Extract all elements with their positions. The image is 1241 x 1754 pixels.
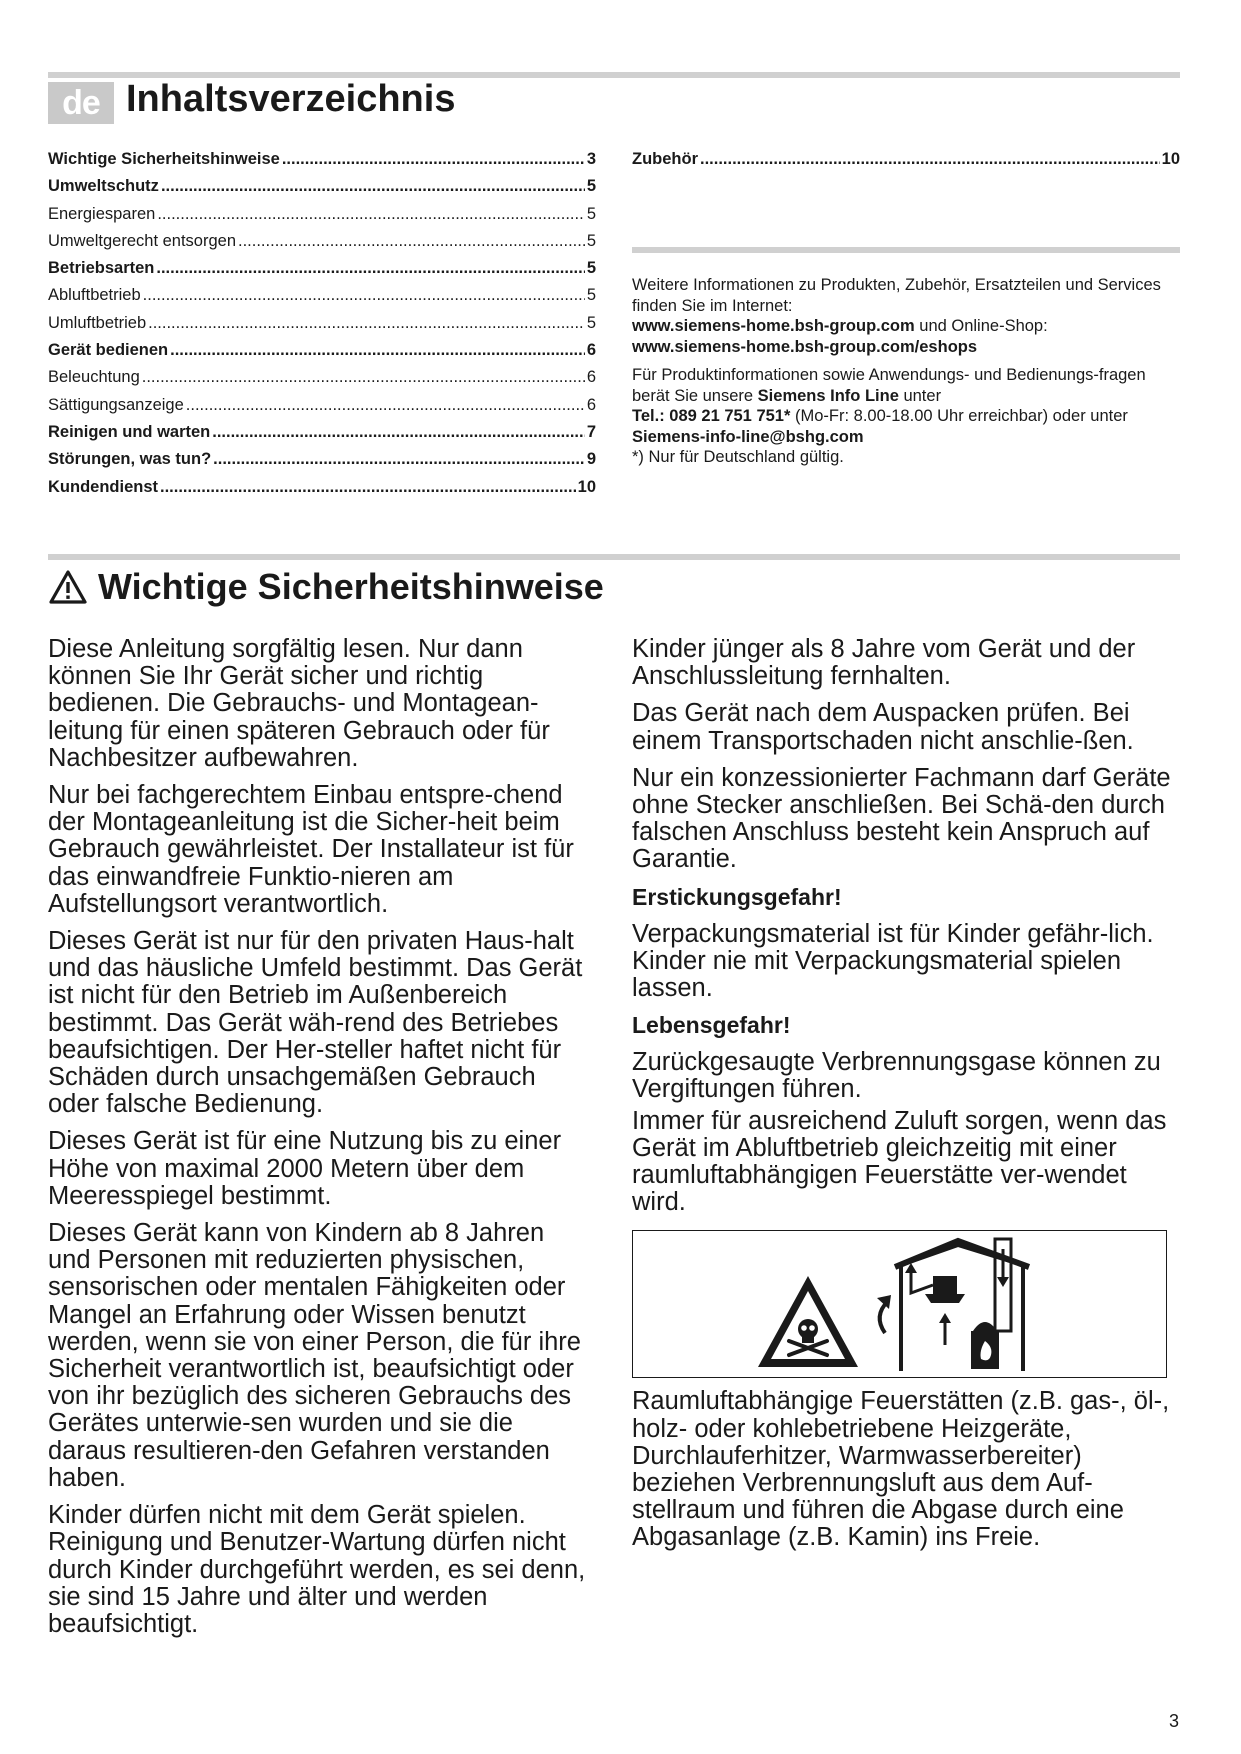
- toc-list-right: [632, 150, 1180, 177]
- danger-heading: Lebensgefahr!: [632, 1012, 791, 1039]
- poison-warning-illustration: [633, 1231, 1166, 1377]
- toc-entry[interactable]: Wichtige Sicherheitshinweise ..... 3: [48, 150, 596, 177]
- info-paragraph: Weitere Informationen zu Produkten, Zubehör, Ersatzteilen und Services finden Sie im Internet: www.siemens-home.bsh-group.com und Online-Shop: www.siemens-home.bsh-group.com/eshops: [632, 276, 1161, 356]
- language-badge: de: [48, 82, 114, 124]
- safety-paragraph: Kinder jünger als 8 Jahre vom Gerät und der Anschlussleitung fernhalten.: [632, 635, 1136, 691]
- phone-number[interactable]: Tel.: 089 21 751 751*: [632, 407, 791, 425]
- toc-entry[interactable]: Reinigen und warten ..... 7: [48, 423, 596, 450]
- skull-warning-icon: [758, 1276, 858, 1367]
- safety-paragraph: Dieses Gerät ist nur für den privaten Haus-halt und das häusliche Umfeld bestimmt. Das Gerät ist nicht für den Betrieb im Außenbereich bestimmt. Das Gerät wäh-rend des Betriebes beaufsichtigen. Der Her-steller haftet nicht für Schäden durch unsachgemäßen Gebrauch oder falsche Bedienung.: [48, 927, 583, 1119]
- safety-paragraph: Nur ein konzessionierter Fachmann darf Geräte ohne Stecker anschließen. Bei Schä-den durch falschen Anschluss besteht kein Anspruch auf Garantie.: [632, 763, 1171, 874]
- email-link[interactable]: Siemens-info-line@bshg.com: [632, 427, 864, 446]
- toc-entry[interactable]: Zubehör ..... 10: [632, 150, 1180, 177]
- safety-paragraph: Dieses Gerät kann von Kindern ab 8 Jahren und Personen mit reduzierten physischen, sensorischen oder mentalen Fähigkeiten oder Mangel an Erfahrung oder Wissen benutzt werden, wenn sie von einer Person, die für ihre Sicherheit verantwortlich ist, beaufsichtigt oder von ihr bezüglich des sicheren Gebrauchs des Gerätes unterwie-sen wurden und sie die daraus resultieren-den Gefahren verstanden haben.: [48, 1219, 581, 1492]
- exhaust-warning-figure: [632, 1230, 1167, 1378]
- warning-triangle-icon: [48, 569, 88, 605]
- safety-left-column: [48, 636, 593, 1648]
- info-rule: [632, 247, 1180, 253]
- section-rule: [48, 554, 1180, 560]
- toc-entry[interactable]: Umluftbetrieb ..... 5: [48, 314, 596, 341]
- safety-paragraph: Diese Anleitung sorgfältig lesen. Nur dann können Sie Ihr Gerät sicher und richtig bedienen. Die Gebrauchs- und Montagean-leitung für einen späteren Gebrauch oder für Nachbesitzer aufbewahren.: [48, 635, 550, 772]
- toc-entry[interactable]: Umweltgerecht entsorgen ..... 5: [48, 232, 596, 259]
- info-line-paragraph: Für Produktinformationen sowie Anwendungs- und Bedienungs-fragen berät Sie unsere Siemens Info Line unter Tel.: 089 21 751 751* (Mo-Fr: 8.00-18.00 Uhr erreichbar) oder unter Siemens-info-line@bshg.com *) Nur für Deutschland gültig.: [632, 366, 1146, 466]
- footnote: *) Nur für Deutschland gültig.: [632, 448, 844, 466]
- safety-paragraph: Das Gerät nach dem Auspacken prüfen. Bei einem Transportschaden nicht anschlie-ßen.: [632, 699, 1134, 755]
- toc-title: Inhaltsverzeichnis: [126, 78, 456, 120]
- info-block: [632, 275, 1182, 468]
- page-number: 3: [1168, 1711, 1179, 1731]
- safety-paragraph: Immer für ausreichend Zuluft sorgen, wenn das Gerät im Abluftbetrieb gleichzeitig mit einer raumluftabhängigen Feuerstätte ver-wendet wird.: [632, 1106, 1167, 1217]
- toc-list: [48, 150, 596, 505]
- safety-right-column: [632, 636, 1177, 1562]
- toc-entry[interactable]: Gerät bedienen ..... 6: [48, 341, 596, 368]
- toc-entry[interactable]: Beleuchtung ..... 6: [48, 368, 596, 395]
- section-title: Wichtige Sicherheitshinweise: [48, 566, 604, 608]
- safety-paragraph: Dieses Gerät ist für eine Nutzung bis zu einer Höhe von maximal 2000 Metern über dem Meeresspiegel bestimmt.: [48, 1127, 562, 1210]
- safety-paragraph: Zurückgesaugte Verbrennungsgase können zu Vergiftungen führen.: [632, 1048, 1161, 1104]
- toc-entry[interactable]: Abluftbetrieb ..... 5: [48, 286, 596, 313]
- safety-paragraph: Kinder dürfen nicht mit dem Gerät spielen. Reinigung und Benutzer-Wartung dürfen nicht durch Kinder durchgeführt werden, es sei denn, sie sind 15 Jahre und älter und werden beaufsichtigt.: [48, 1501, 586, 1638]
- toc-entry[interactable]: Störungen, was tun? ..... 9: [48, 450, 596, 477]
- safety-paragraph: Verpackungsmaterial ist für Kinder gefähr-lich. Kinder nie mit Verpackungsmaterial spielen lassen.: [632, 919, 1154, 1003]
- toc-entry[interactable]: Sättigungsanzeige ..... 6: [48, 396, 596, 423]
- toc-entry[interactable]: Umweltschutz ..... 5: [48, 177, 596, 204]
- toc-entry[interactable]: Energiesparen ..... 5: [48, 205, 596, 232]
- toc-entry[interactable]: Kundendienst ..... 10: [48, 478, 596, 505]
- eshop-link[interactable]: www.siemens-home.bsh-group.com/eshops: [632, 337, 978, 356]
- safety-paragraph: Nur bei fachgerechtem Einbau entspre-chend der Montageanleitung ist die Sicher-heit beim Gebrauch gewährleistet. Der Installateur ist für das einwandfreie Funktio-nieren am Aufstellungsort verantwortlich.: [48, 781, 574, 918]
- suffocation-heading: Erstickungsgefahr!: [632, 883, 842, 910]
- toc-entry[interactable]: Betriebsarten ..... 5: [48, 259, 596, 286]
- website-link[interactable]: www.siemens-home.bsh-group.com: [632, 317, 915, 335]
- safety-paragraph: Raumluftabhängige Feuerstätten (z.B. gas-, öl-, holz- oder kohlebetriebene Heizgeräte, Durchlauferhitzer, Warmwasserbereiter) beziehen Verbrennungsluft aus dem Auf-stellraum und führen die Abgase durch eine Abgasanlage (z.B. Kamin) ins Freie.: [632, 1387, 1170, 1552]
